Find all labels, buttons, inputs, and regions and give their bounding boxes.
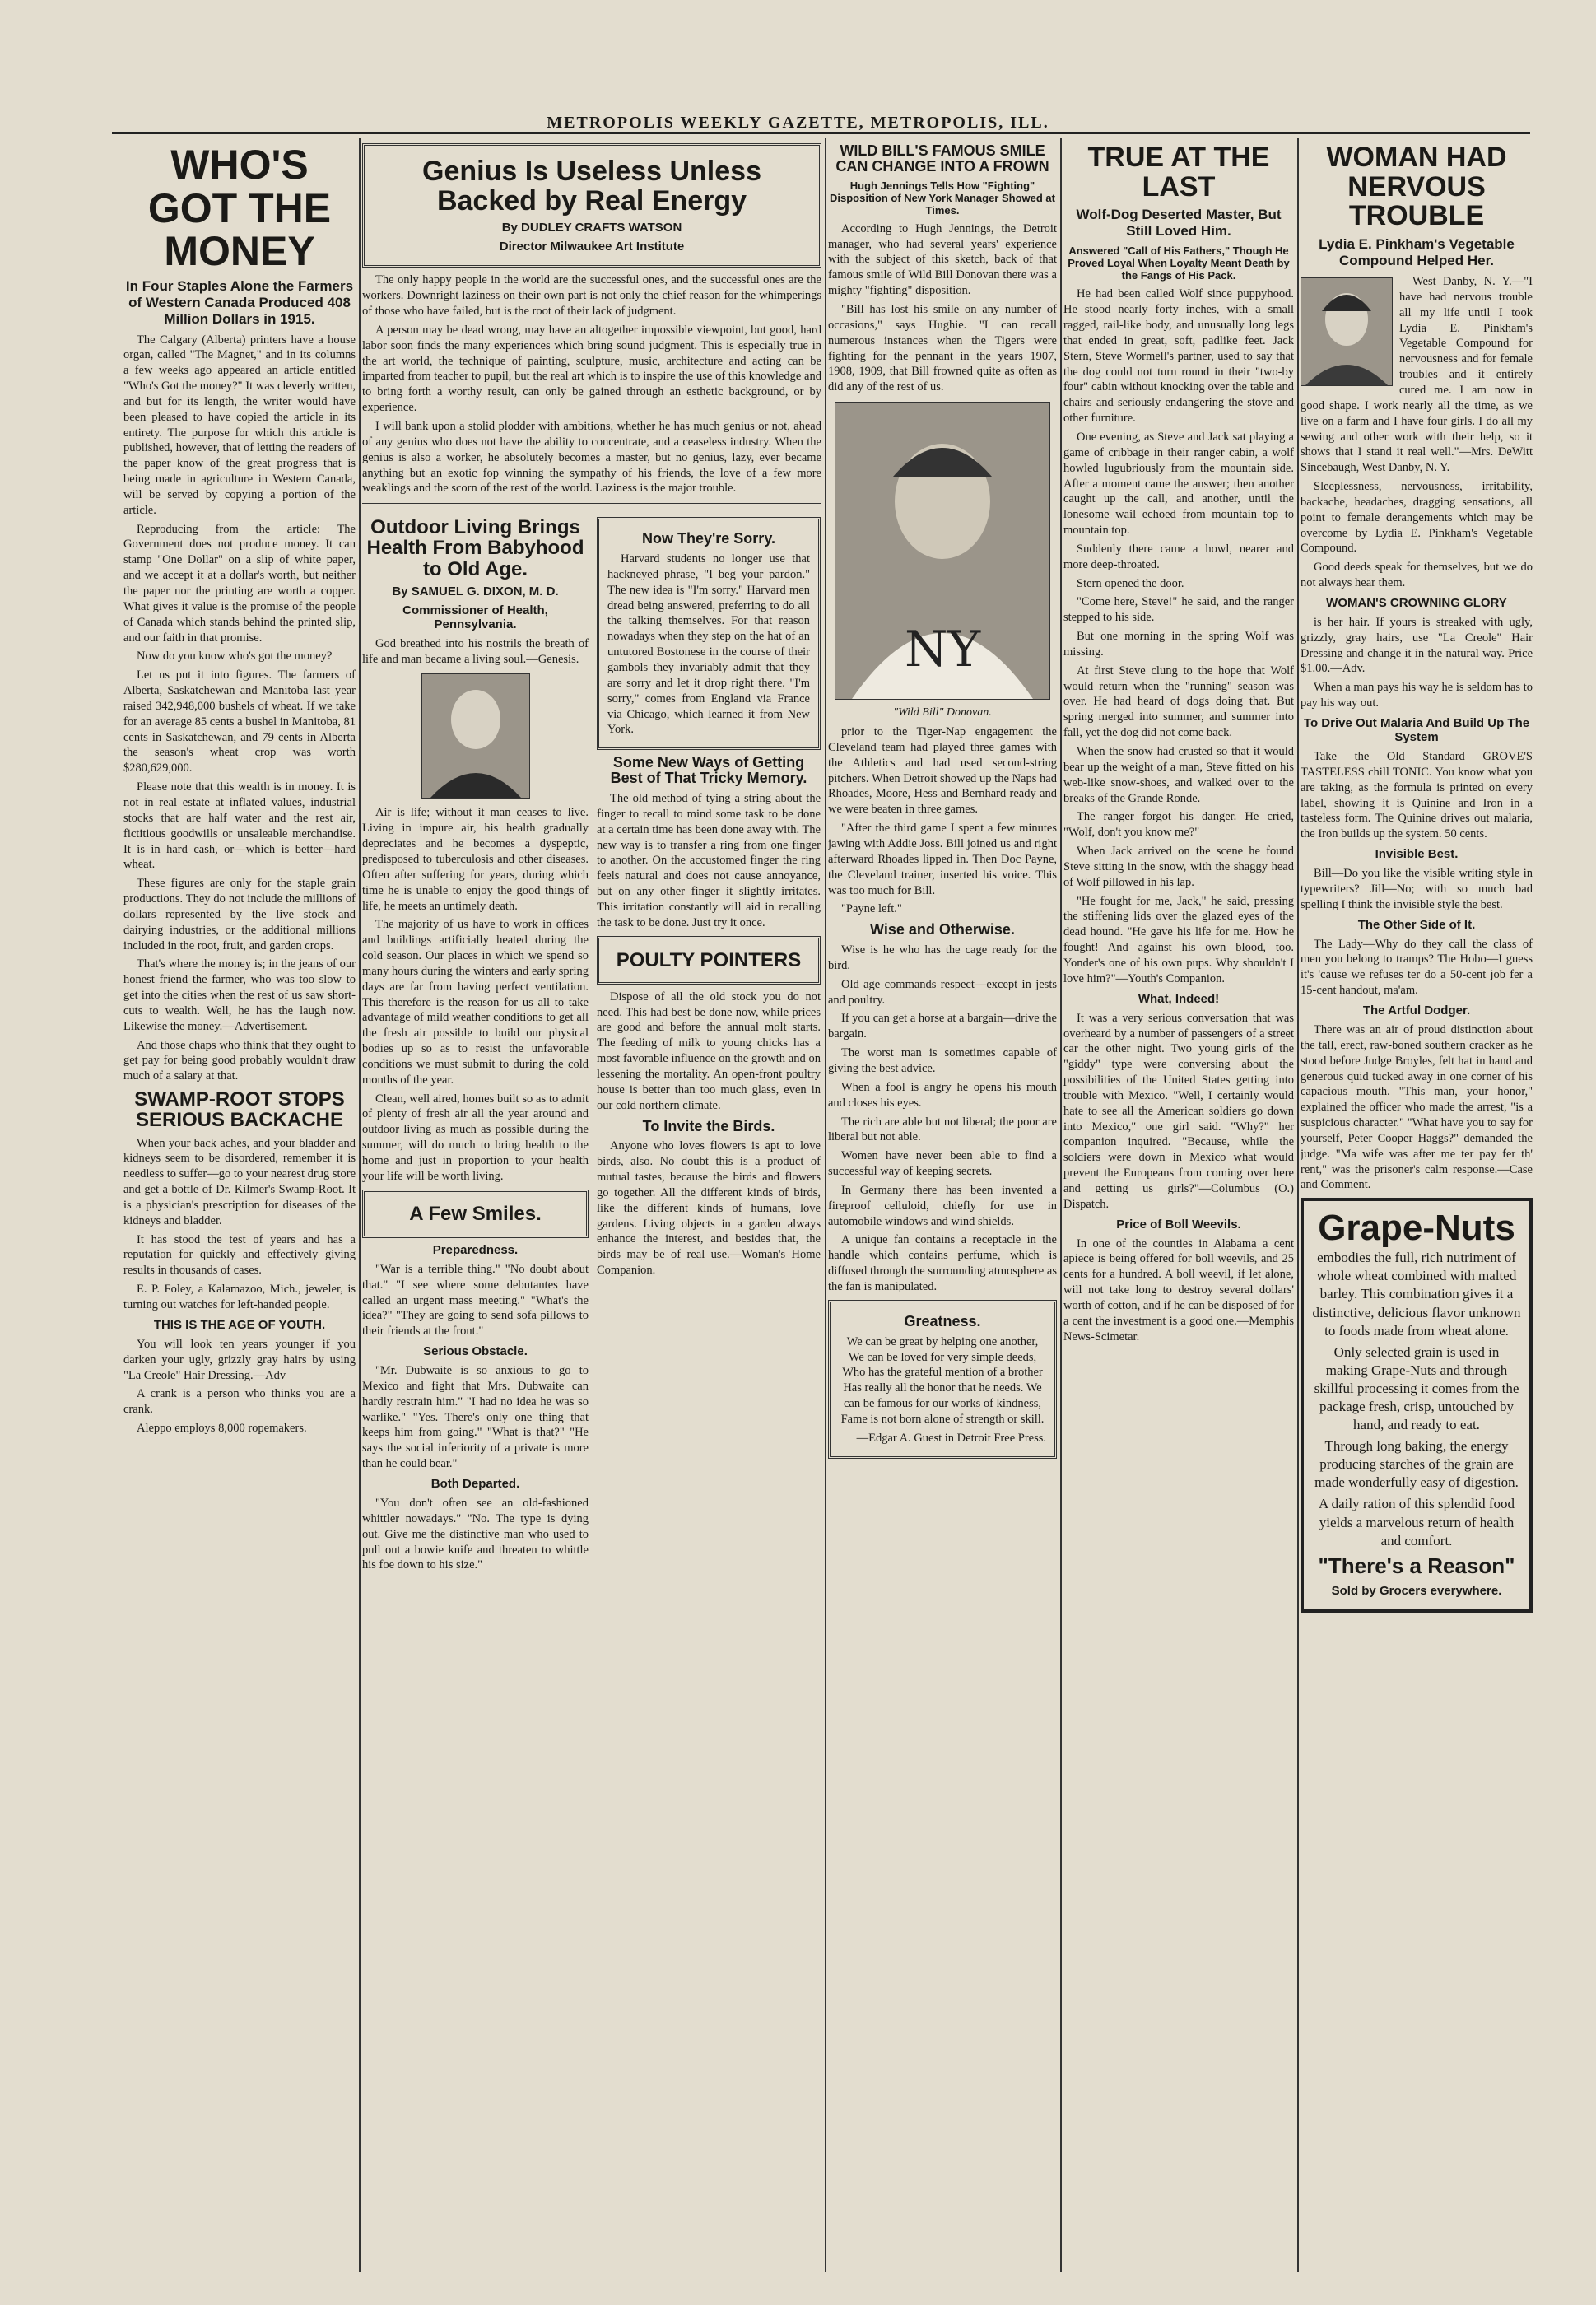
paragraph: In Germany there has been invented a fireproof celluloid, chiefly for use in automobile windows and wind shields. <box>828 1183 1057 1228</box>
poem-text: We can be great by helping one another, We can be loved for very simple deeds, Who has the grateful mention of a brother Has really all the honor that he needs. We can be famous for our works of kindness, Fame is not born alone of strength or skill. <box>840 1334 1045 1426</box>
paragraph: Harvard students no longer use that hackneyed phrase, "I beg your pardon." The new idea is "I'm sorry." Harvard men dread being answered, preferring to do all the talking themselves. For that reason nowadays when they step on the hat of an untutored Bostonese in the course of their gambols they invariably admit that they are sorry and let it drop right there. "I'm sorry," comes from England via France via Chicago, which learned it from New York. <box>607 552 810 737</box>
paragraph: Reproducing from the article: The Government does not produce money. It can stamp "One Dollar" on a slip of white paper, and we accept it at a dollar's worth, but neither the paper nor the printing are worth a copper. What gives it value is the promise of the people of Canada which stands behind the printed slip, and our faith in that promise. <box>123 522 356 645</box>
paragraph: At first Steve clung to the hope that Wolf would return when the "running" season was over. He had heard of dogs doing that. But spring merged into summer, and summer into fall, yet the dog did not come back. <box>1063 664 1294 740</box>
paragraph: One evening, as Steve and Jack sat playing a game of cribbage in their ranger cabin, a wolf howled lugubriously from the mountain side. After a moment came the answer; then another caught up the call, and another, until the lonesome wail echoed from mountain top to mountain top. <box>1063 430 1294 538</box>
headline-artful-dodger: The Artful Dodger. <box>1362 1003 1471 1017</box>
paragraph: Air is life; without it man ceases to live. Living in impure air, his health gradually depreciates and he becomes a dyspeptic, predisposed to tuberculosis and other diseases. Often after suffering for years, during which time he is unable to enjoy the good things of life, he meets an untimely death. <box>362 806 589 913</box>
deck-wolf-2: Answered "Call of His Fathers," Though He Proved Loyal When Loyalty Meant Death by the Fangs of His Pack. <box>1068 244 1290 282</box>
headline-poultry: POULTY POINTERS <box>616 948 802 971</box>
headline-money: WHO'S GOT THE MONEY <box>147 142 332 274</box>
bytitle-genius: Director Milwaukee Art Institute <box>499 240 685 254</box>
masthead: METROPOLIS WEEKLY GAZETTE, METROPOLIS, ILL. <box>547 114 1049 132</box>
headline-outdoor: Outdoor Living Brings Health From Babyhood to Old Age. <box>366 516 584 580</box>
paragraph: A person may be dead wrong, may have an altogether impossible viewpoint, but good, hard labor soon finds the many experiences which bring sound judgment. This is especially true in the art world, the technique of painting, sculpture, music, architecture and acting can be imparted from teacher to pupil, but the real art which is to inspire the use of this knowledge and to bring forth a worthy result, can only be gained through an esthetic background, or by experience. <box>362 323 821 415</box>
headline-smiles: A Few Smiles. <box>409 1202 542 1225</box>
paragraph: And those chaps who think that they ought to get pay for being good probably wouldn't draw much of a salary at that. <box>123 1038 356 1083</box>
poem-box <box>828 1300 1057 1459</box>
paragraph: Please note that this wealth is in money. It is not in real estate at inflated values, industrial stocks that are half water and the rest air, fictitious goodwills or unsaleable merchandise. It is in hard cash, or—which is better—hard wheat. <box>123 780 356 872</box>
headline-malaria: To Drive Out Malaria And Build Up The System <box>1303 716 1530 744</box>
paragraph: When a man pays his way he is seldom has to pay his way out. <box>1301 681 1533 710</box>
paragraph: When the snow had crusted so that it would bear up the weight of a man, Steve fitted on his web-like snow-shoes, and walked over to the breaks of the Grande Ronde. <box>1063 745 1294 805</box>
paragraph: The rich are able but not liberal; the poor are liberal but not able. <box>828 1115 1057 1144</box>
column-3 <box>828 138 1057 2272</box>
bytitle-outdoor: Commissioner of Health, Pennsylvania. <box>402 603 548 631</box>
paragraph: "You don't often see an old-fashioned whittler nowadays." "No. The type is dying out. Give me the distinctive man who used to pull out a bowie knife and threaten to whittle his foe down to his size." <box>362 1497 589 1572</box>
paragraph: The old method of tying a string about the finger to recall to mind some task to be done at a certain time has been done away with. The new way is to transfer a ring from one finger to another. On the accustomed finger the ring feels natural and does not cause annoyance, but on any other finger it slightly irritates. This irritation constantly will aid in recalling the task to be done. Just try it once. <box>597 791 821 929</box>
headline-nervous-trouble: WOMAN HAD NERVOUS TROUBLE <box>1326 142 1507 232</box>
paragraph: Let us put it into figures. The farmers of Alberta, Saskatchewan and Manitoba last year raised 342,948,000 bushels of wheat. If we take for an average 85 cents a bushel in Manitoba, 81 cents in Saskatchewan, and 79 cents in Alberta the season's wheat crop was worth $280,629,000. <box>123 668 356 775</box>
paragraph: The worst man is sometimes capable of giving the best advice. <box>828 1046 1057 1075</box>
column-rule <box>825 138 826 2272</box>
headline-birds: To Invite the Birds. <box>642 1117 775 1134</box>
paragraph: It was a very serious conversation that was overheard by a number of passengers of a street car the other night. Two young girls of the "giddy" type were conversing about the possibilities of the United States getting into trouble with Mexico. "Well, I certainly would hate to see all the American soldiers go down into Mexico," one girl said. "Why?" her companion inquired. "Because, while the soldiers were down in Mexico what would prevent the Europeans from coming over here and getting us girls?"—Columbus (O.) Dispatch. <box>1063 1011 1294 1211</box>
paragraph: A crank is a person who thinks you are a crank. <box>123 1387 356 1417</box>
poem-byline: —Edgar A. Guest in Detroit Free Press. <box>856 1431 1046 1445</box>
ad-text: embodies the full, rich nutriment of whole wheat combined with malted barley. This combination gives it a distinctive, delicious flavor unknown to foods made from wheat alone. <box>1312 1250 1521 1339</box>
column-2 <box>362 138 821 2272</box>
paragraph: Now do you know who's got the money? <box>137 650 333 664</box>
smiles-box <box>362 1190 589 1238</box>
column-rule <box>1060 138 1062 2272</box>
paragraph: He had been called Wolf since puppyhood. He stood nearly forty inches, with a small ragged, rail-like body, and unusually long legs that ended in great, soft, padlike feet. Jack Stern, Steve Wormell's partner, used to say that the dog could not turn round in their "two-by four" cabin without knocking over the table and chairs and seriously endangering the stove and other furniture. <box>1063 287 1294 426</box>
paragraph: God breathed into his nostrils the breath of life and man became a living soul.—Genesis. <box>362 636 589 666</box>
baseball-player-icon <box>835 403 1049 699</box>
paragraph: Anyone who loves flowers is apt to love birds, also. No doubt this is a product of mutual tastes, because the birds and flowers go together. All the different kinds of birds, like the different kinds of humans, love gardens. Living objects in a garden always enhance the interest, and besides that, the birds may be of real use.—Woman's Home Companion. <box>597 1139 821 1278</box>
grape-nuts-ad <box>1301 1198 1533 1613</box>
headline-wild-bill: WILD BILL'S FAMOUS SMILE CAN CHANGE INTO A FROWN <box>835 142 1049 175</box>
paragraph: These figures are only for the staple grain productions. They do not include the millions of dollars represented by the live stock and dairying industries, or the additional millions included in the root, fruit, and garden crops. <box>123 877 356 952</box>
column-5 <box>1301 138 1533 2272</box>
paragraph: The Lady—Why do they call the class of men you belong to tramps? The Hobo—I guess it's 'cause we refuses ter do a 50-cent job fer a 15-cent handout, ma'am. <box>1301 937 1533 998</box>
paragraph: prior to the Tiger-Nap engagement the Cleveland team had played three games with the Athletics and had used second-string pitchers. When Detroit showed up the Naps had Rhoades, Moore, Hess and Bernhard ready and we were beaten in three games. <box>828 725 1057 817</box>
paragraph: Suddenly there came a howl, nearer and more deep-throated. <box>1063 542 1294 571</box>
headline-what-indeed: What, Indeed! <box>1138 991 1220 1006</box>
ad-text: A daily ration of this splendid food yields a marvelous return of health and comfort. <box>1319 1496 1515 1548</box>
paragraph: But one morning in the spring Wolf was missing. <box>1063 630 1294 659</box>
paragraph: "Bill has lost his smile on any number of occasions," says Hughie. "I can recall numerous instances when the Tigers were fighting for the pennant in the years 1907, 1908, 1909, that Bill frowned quite as often as did any of the rest of us. <box>828 303 1057 394</box>
deck-pinkham: Lydia E. Pinkham's Vegetable Compound Helped Her. <box>1319 236 1515 269</box>
headline-departed: Both Departed. <box>430 1477 520 1491</box>
headline-sorry: Now They're Sorry. <box>642 530 775 547</box>
paragraph: is her hair. If yours is streaked with ugly, grizzly, gray hairs, use "La Creole" Hair Dressing and change it in the natural way. Price $1.00.—Adv. <box>1301 615 1533 676</box>
paragraph: Good deeds speak for themselves, but we do not always hear them. <box>1301 561 1533 590</box>
headline-memory: Some New Ways of Getting Best of That Tricky Memory. <box>610 754 807 787</box>
paragraph: Sleeplessness, nervousness, irritability, backache, headaches, dragging sensations, all point to female derangements which may be overcome by Lydia E. Pinkham's Vegetable Compound. <box>1301 480 1533 556</box>
woman-portrait-icon <box>1301 278 1392 385</box>
paragraph: That's where the money is; in the jeans of our honest friend the farmer, who was too slow to get into the cities when the rest of us saw short-cuts to wealth. Well, he has the laugh now. Likewise the money.—Advertisement. <box>123 957 356 1033</box>
paragraph: Wise is he who has the cage ready for the bird. <box>828 943 1057 972</box>
column-rule <box>359 138 361 2272</box>
paragraph: If you can get a horse at a bargain—drive the bargain. <box>828 1012 1057 1041</box>
paragraph: I will bank upon a stolid plodder with ambitions, whether he has much genius or not, ahead of any genius who does not have the ability to concentrate, and a ceaseless industry. When the genius is also a worker, he absolutely becomes a master, but no genius, lazy, ever became anything but an exotic fop winning the sympathy of his friends, the love of a few more weaklings and the scorn of the rest of the world. Laziness is the major trouble. <box>362 419 821 496</box>
paragraph: Old age commands respect—except in jests and poultry. <box>828 977 1057 1007</box>
paragraph: When a fool is angry he opens his mouth and closes his eyes. <box>828 1080 1057 1110</box>
grape-nuts-sold: Sold by Grocers everywhere. <box>1331 1583 1502 1598</box>
donovan-photo <box>835 402 1050 700</box>
paragraph: When your back aches, and your bladder and kidneys seem to be disordered, remember it is needless to suffer—go to your nearest drug store and get a bottle of Dr. Kilmer's Swamp-Root. It is a physician's prescription for diseases of the kidneys and bladder. <box>123 1136 356 1227</box>
paragraph: Stern opened the door. <box>1077 576 1184 590</box>
headline-true-at-last: TRUE AT THE LAST <box>1087 142 1270 203</box>
grape-nuts-tagline: "There's a Reason" <box>1318 1553 1515 1578</box>
subcol-right <box>597 512 821 1576</box>
subcol-left <box>362 512 589 1576</box>
byline-outdoor: By SAMUEL G. DIXON, M. D. <box>392 584 559 598</box>
paragraph: Clean, well aired, homes built so as to admit of plenty of fresh air all the year around and outdoor living as much as possible during the summer, will do much to bring health to the home and just in proportion to your health your life will be worth living. <box>362 1092 589 1183</box>
paragraph: The majority of us have to work in offices and buildings artificially heated during the cold season. Our places in which we spend so many hours during the winters and early spring days are far from having perfect ventilation. This therefore is the reason for us all to take advantage of mild weather conditions to get all the fresh air possible to build our physical bodies up so as to resist the unfavorable conditions we must submit to during the cold months of the year. <box>362 918 589 1087</box>
sorry-box <box>597 517 821 750</box>
ad-swamp-root-headline: SWAMP-ROOT STOPS SERIOUS BACKACHE <box>134 1088 345 1132</box>
two-col-section <box>362 512 821 1576</box>
headline-boll-weevils: Price of Boll Weevils. <box>1116 1217 1241 1232</box>
ad-text: Only selected grain is used in making Grape-Nuts and through skillful processing it comes from the package fresh, crisp, untouched by hand, and ready to eat. <box>1314 1343 1519 1433</box>
paragraph: Dispose of all the old stock you do not need. This had best be done now, while prices are good and before the annual molt starts. The feeding of milk to young chicks has a most favorable influence on the growth and on lessening the mortality. An open-front poultry house is better than too much glass, even in our cold northern climate. <box>597 990 821 1112</box>
paragraph: In one of the counties in Alabama a cent apiece is being offered for boll weevils, and 25 cents for a hundred. A boll weevil, if let alone, will not take long to destroy several dollars' worth of cotton, and if he can be disposed of for a cent the investment is a good one.—Memphis News-Scimetar. <box>1063 1236 1294 1343</box>
headline-preparedness: Preparedness. <box>432 1242 519 1257</box>
poultry-box <box>597 936 821 985</box>
portrait-icon <box>422 674 529 798</box>
grape-nuts-title: Grape-Nuts <box>1318 1208 1515 1249</box>
ad-youth-headline: THIS IS THE AGE OF YOUTH. <box>153 1317 326 1332</box>
top-rule <box>112 132 1530 134</box>
paragraph: A unique fan contains a receptacle in the handle which contains perfume, which is diffused through the surrounding atmosphere as the fan is manipulated. <box>828 1233 1057 1293</box>
portrait-image <box>421 673 530 799</box>
deck-wolf: Wolf-Dog Deserted Master, But Still Loved Him. <box>1076 207 1282 240</box>
svg-text:NY: NY <box>904 621 981 679</box>
headline-genius: Genius Is Useless Unless Backed by Real Energy <box>422 156 761 217</box>
paragraph: "Mr. Dubwaite is so anxious to go to Mexico and fight that Mrs. Dubwaite can hardly restrain him." "I had no idea he was so warlike." "Yes. There's only one thing that keeps him from going." "What is that?" "He says the social inferiority of a private is more than he could bear." <box>362 1364 589 1471</box>
divider <box>362 503 821 505</box>
paragraph: There was an air of proud distinction about the tall, erect, raw-boned southern cracker as he stood before Judge Broyles, felt hat in hand and generous quid tucked away in one corner of his capacious mouth. "This man, your honor," explained the officer who made the arrest, "is a suspicious character." "What have you to say for yourself, Peter Cooper Haggs?" demanded the judge. "Ma wife was after me ter pay fer th' rent," was the prisoner's calm response.—Case and Comment. <box>1301 1022 1533 1192</box>
headline-wise: Wise and Otherwise. <box>870 921 1015 938</box>
paragraph: "He fought for me, Jack," he said, pressing the stiffening lids over the glazed eyes of the dead hound. "He gave his life for me. How he fought! And against his own blood, too. Yonder's one of his own pups. Why shouldn't I love him?"—Youth's Companion. <box>1063 894 1294 985</box>
paragraph: When Jack arrived on the scene he found Steve sitting in the snow, with the shaggy head of Wolf pillowed in his lap. <box>1063 845 1294 889</box>
woman-portrait <box>1301 277 1393 386</box>
headline-invisible: Invisible Best. <box>1375 847 1459 862</box>
column-rule <box>1297 138 1299 2272</box>
paragraph: "Come here, Steve!" he said, and the ranger stepped to his side. <box>1063 595 1294 625</box>
ad-text: Through long baking, the energy producing starches of the grain are made wonderfully easy of digestion. <box>1314 1438 1519 1491</box>
headline-crowning-glory: WOMAN'S CROWNING GLORY <box>1326 595 1507 610</box>
paragraph: "Payne left." <box>841 902 902 916</box>
photo-caption: "Wild Bill" Donovan. <box>893 706 992 719</box>
paragraph: The Calgary (Alberta) printers have a house organ, called "The Magnet," and in its columns a few weeks ago appeared an article entitled "Who's Got the money?" It was cleverly written, and but for its length, the writer would have been pleased to have copied the article in its entirety. The purpose for which this article is published, however, that of letting the readers of the paper know of the great progress that is being made in agriculture in Western Canada, will be served by copying a portion of the article. <box>123 333 356 517</box>
paragraph: According to Hugh Jennings, the Detroit manager, who had several years' experience with the subject of this sketch, back of that famous smile of Wild Bill Donovan there was a mighty "fighting" disposition. <box>828 221 1057 298</box>
paragraph: Bill—Do you like the visible writing style in typewriters? Jill—No; with so much bad spelling I think the invisible style the best. <box>1301 867 1533 911</box>
deck-money: In Four Staples Alone the Farmers of Western Canada Produced 408 Million Dollars in 1915. <box>125 277 354 327</box>
paragraph: "War is a terrible thing." "No doubt about that." "I see where some debutantes have called an urgent mass meeting." "What's the idea?" "They are going to send sofa pillows to their friends at the front." <box>362 1262 589 1339</box>
paragraph: You will look ten years younger if you darken your ugly, grizzly gray hairs by using "La Creole" Hair Dressing.—Adv <box>123 1337 356 1382</box>
paragraph: West Danby, N. Y.—"I have had nervous trouble all my life until I took Lydia E. Pinkham's Vegetable Compound for nervousness and for female troubles and it entirely cured me. I am now in good shape. I work nearly all the time, as we live on a farm and I have four girls. I do all my sewing and other work with their help, so it shows that I stand it real well."—Mrs. DeWitt Sincebaugh, West Danby, N. Y. <box>1301 275 1533 475</box>
headline-other-side: The Other Side of It. <box>1357 917 1476 932</box>
paragraph: "After the third game I spent a few minutes jawing with Addie Joss. Bill joined us and right afterward Rhoades lipped in. Then Doc Payne, the Cleveland trainer, inserted his voice. This was too much for Bill. <box>828 822 1057 897</box>
paragraph: E. P. Foley, a Kalamazoo, Mich., jeweler, is turning out watches for left-handed people. <box>123 1283 356 1311</box>
deck-wild-bill: Hugh Jennings Tells How "Fighting" Disposition of New York Manager Showed at Times. <box>829 179 1055 217</box>
headline-greatness: Greatness. <box>904 1312 981 1329</box>
byline-genius: By DUDLEY CRAFTS WATSON <box>501 221 682 235</box>
genius-box <box>362 143 821 268</box>
column-1 <box>123 138 356 2272</box>
paragraph: The ranger forgot his danger. He cried, "Wolf, don't you know me?" <box>1063 810 1294 840</box>
paragraph: Aleppo employs 8,000 ropemakers. <box>137 1422 307 1436</box>
paragraph: Women have never been able to find a successful way of keeping secrets. <box>828 1149 1057 1179</box>
paragraph: It has stood the test of years and has a reputation for quickly and effectively giving results in thousands of cases. <box>123 1232 356 1278</box>
column-4 <box>1063 138 1294 2272</box>
paragraph: The only happy people in the world are the successful ones, and the successful ones are the workers. Downright laziness on their own part is not only the chief reason for the whimperings of those who have failed, but is the root of their lack of judgment. <box>362 273 821 319</box>
paragraph: Take the Old Standard GROVE'S TASTELESS chill TONIC. You know what you are taking, as the formula is printed on every label, showing it is Quinine and Iron in a tasteless form. The Quinine drives out malaria, the Iron builds up the system. 50 cents. <box>1301 750 1533 841</box>
headline-obstacle: Serious Obstacle. <box>423 1344 528 1359</box>
